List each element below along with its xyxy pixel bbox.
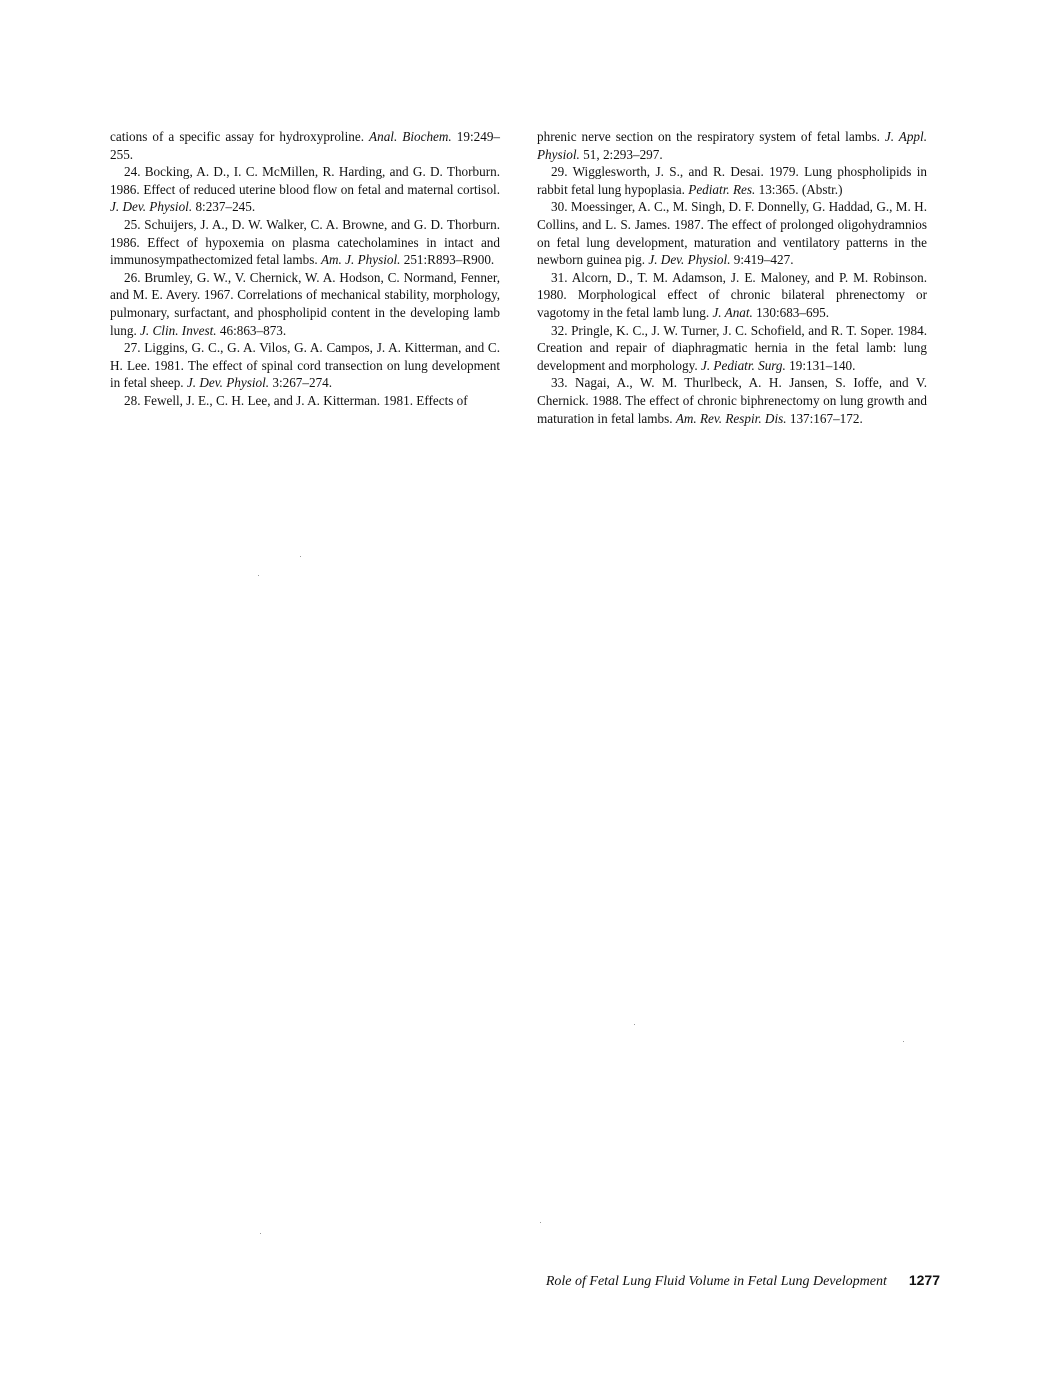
reference-text: 30. Moessinger, A. C., M. Singh, D. F. Donnelly, G. Haddad, G., M. H. Collins, and L. S. James. 1987. The effect of prolonged oligohydramnios on fetal lung development, maturation and ventilatory patterns in the newborn guinea pig.: [537, 199, 927, 268]
journal-name: Anal. Biochem.: [369, 129, 452, 144]
reference-entry: [110, 216, 500, 269]
reference-text: 32. Pringle, K. C., J. W. Turner, J. C. Schofield, and R. T. Soper. 1984. Creation and repair of diaphragmatic hernia in the fetal lamb: lung development and morphology.: [537, 322, 927, 373]
reference-entry: [537, 269, 927, 322]
journal-name: Pediatr. Res.: [688, 181, 756, 197]
reference-text: 29. Wigglesworth, J. S., and R. Desai. 1979. Lung phospholipids in rabbit fetal lung hypoplasia.: [537, 164, 927, 197]
journal-name: J. Dev. Physiol.: [110, 199, 193, 215]
reference-entry: [537, 198, 927, 268]
reference-volume-pages: 137:167–172.: [786, 410, 863, 426]
reference-entry: [110, 339, 500, 392]
reference-text: 25. Schuijers, J. A., D. W. Walker, C. A. Browne, and G. D. Thorburn. 1986. Effect of hypoxemia on plasma catecholamines in intact and immunosympathectomized fetal lambs.: [110, 216, 500, 268]
reference-text: 24. Bocking, A. D., I. C. McMillen, R. Harding, and G. D. Thorburn. 1986. Effect of reduced uterine blood flow on fetal and maternal cortisol.: [110, 164, 500, 197]
journal-name: J. Clin. Invest.: [140, 322, 217, 338]
running-title: Role of Fetal Lung Fluid Volume in Fetal Lung Development: [545, 1274, 887, 1289]
journal-name: J. Appl. Physiol.: [537, 129, 927, 162]
reference-text: 31. Alcorn, D., T. M. Adamson, J. E. Maloney, and P. M. Robinson. 1980. Morphological effect of chronic bilateral phrenectomy or vagotomy in the fetal lamb lung.: [537, 269, 927, 320]
reference-volume-pages: 51, 2:293–297.: [579, 146, 663, 162]
journal-name: Am. Rev. Respir. Dis.: [675, 410, 787, 426]
reference-text: 26. Brumley, G. W., V. Chernick, W. A. Hodson, C. Normand, Fenner, and M. E. Avery. 1967. Correlations of mechanical stability, morphology, pulmonary, surfactant, and phospholipid content in the developing lamb lung.: [110, 269, 500, 338]
journal-name: J. Anat.: [712, 304, 753, 320]
reference-volume-pages: 8:237–245.: [192, 199, 256, 215]
page-number: 1277: [908, 1272, 940, 1288]
references-column-left: [110, 128, 500, 410]
reference-volume-pages: 3:267–274.: [269, 375, 333, 391]
reference-volume-pages: 19:131–140.: [785, 357, 856, 373]
reference-text: 28. Fewell, J. E., C. H. Lee, and J. A. Kitterman. 1981. Effects of: [124, 392, 468, 408]
reference-volume-pages: 130:683–695.: [752, 304, 830, 320]
reference-entry: [110, 392, 500, 410]
reference-text: 33. Nagai, A., W. M. Thurlbeck, A. H. Jansen, S. Ioffe, and V. Chernick. 1988. The effect of chronic biphrenectomy on lung growth and maturation in fetal lambs.: [537, 375, 927, 426]
reference-entry: [110, 269, 500, 339]
journal-name: Am. J. Physiol.: [320, 252, 401, 268]
reference-entry: [110, 128, 500, 163]
reference-text: cations of a specific assay for hydroxyproline.: [110, 129, 370, 144]
journal-name: J. Dev. Physiol.: [648, 252, 731, 268]
reference-entry: [537, 322, 927, 375]
reference-entry: [537, 128, 927, 163]
page-footer: [500, 1272, 940, 1290]
journal-name: J. Dev. Physiol.: [186, 375, 270, 391]
reference-volume-pages: 9:419–427.: [730, 252, 794, 268]
reference-entry: [537, 374, 927, 427]
references-column-right: [537, 128, 927, 427]
reference-volume-pages: 13:365. (Abstr.): [755, 181, 843, 197]
reference-entry: [110, 163, 500, 216]
reference-text: phrenic nerve section on the respiratory system of fetal lambs.: [537, 129, 885, 144]
reference-volume-pages: 251:R893–R900.: [400, 252, 495, 268]
reference-volume-pages: 19:249–255.: [110, 129, 501, 162]
reference-text: 27. Liggins, G. C., G. A. Vilos, G. A. Campos, J. A. Kitterman, and C. H. Lee. 1981. The effect of spinal cord transection on lung development in fetal sheep.: [110, 340, 500, 391]
journal-name: J. Pediatr. Surg.: [700, 357, 786, 373]
reference-entry: [537, 163, 927, 198]
reference-volume-pages: 46:863–873.: [216, 322, 287, 338]
